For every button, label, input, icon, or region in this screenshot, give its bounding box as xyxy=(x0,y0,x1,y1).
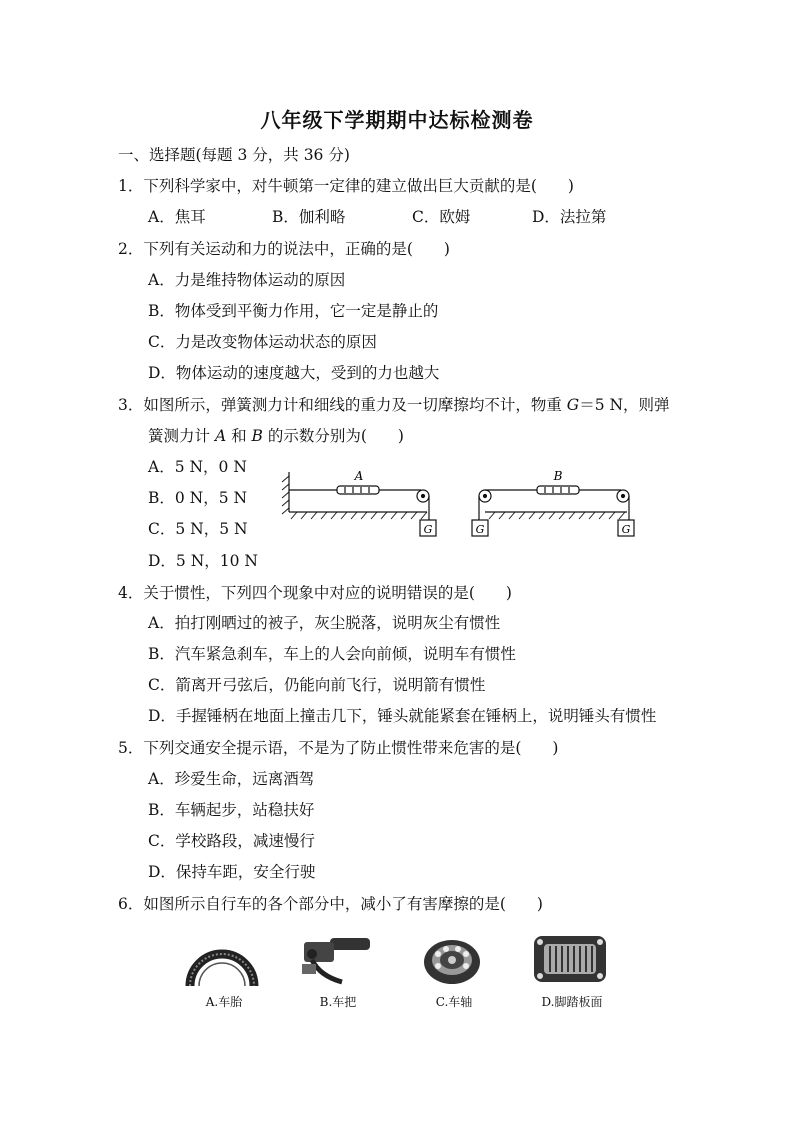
q1-option-d: D．法拉第 xyxy=(532,208,607,226)
q5-option-c: C．学校路段，减速慢行 xyxy=(148,832,315,850)
question-1-stem: 1．下列科学家中，对牛顿第一定律的建立做出巨大贡献的是( ) xyxy=(118,177,574,195)
axle-image xyxy=(414,930,490,990)
question-6-stem: 6．如图所示自行车的各个部分中，减小了有害摩擦的是( ) xyxy=(118,895,543,913)
caption-pedal: D.脚踏板面 xyxy=(541,995,603,1009)
tire-image xyxy=(184,930,260,990)
label-weight-g-2: G xyxy=(475,523,485,536)
q3-option-d: D．5 N，10 N xyxy=(148,552,258,570)
question-3-stem-line1: 3．如图所示，弹簧测力计和细线的重力及一切摩擦均不计，物重 G＝5 N，则弹 xyxy=(118,396,670,414)
q4-option-c: C．箭离开弓弦后，仍能向前飞行，说明箭有惯性 xyxy=(148,676,486,694)
var-g: G xyxy=(566,396,580,414)
q5-option-a: A．珍爱生命，远离酒驾 xyxy=(148,770,315,788)
pedal-image xyxy=(528,930,612,990)
question-4-stem: 4．关于惯性，下列四个现象中对应的说明错误的是( ) xyxy=(118,584,512,602)
section-heading: 一、选择题(每题 3 分，共 36 分) xyxy=(118,146,350,164)
label-scale-a: A xyxy=(354,469,364,483)
label-weight-g-3: G xyxy=(621,523,631,536)
q2-option-a: A．力是维持物体运动的原因 xyxy=(148,271,346,289)
q2-option-c: C．力是改变物体运动状态的原因 xyxy=(148,333,377,351)
q5-option-b: B．车辆起步，站稳扶好 xyxy=(148,801,315,819)
caption-handlebar: B.车把 xyxy=(319,995,357,1009)
var-a: A xyxy=(214,427,227,445)
caption-tire: A.车胎 xyxy=(205,995,243,1009)
q4-option-b: B．汽车紧急刹车，车上的人会向前倾，说明车有惯性 xyxy=(148,645,516,663)
q5-option-d: D．保持车距，安全行驶 xyxy=(148,863,316,881)
q4-option-d: D．手握锤柄在地面上撞击几下，锤头就能紧套在锤柄上，说明锤头有惯性 xyxy=(148,707,657,725)
setup-b xyxy=(472,486,634,536)
var-b: B xyxy=(251,427,263,445)
q3-option-c: C．5 N，5 N xyxy=(148,520,248,538)
q4-option-a: A．拍打刚晒过的被子，灰尘脱落，说明灰尘有惯性 xyxy=(148,614,501,632)
q2-option-d: D．物体运动的速度越大，受到的力也越大 xyxy=(148,364,440,382)
label-weight-g-1: G xyxy=(423,523,433,536)
question-5-stem: 5．下列交通安全提示语，不是为了防止惯性带来危害的是( ) xyxy=(118,739,559,757)
q1-option-c: C．欧姆 xyxy=(412,208,471,226)
q1-option-b: B．伽利略 xyxy=(272,208,346,226)
caption-axle: C.车轴 xyxy=(435,995,473,1009)
spring-scale-figure xyxy=(275,462,645,542)
handlebar-image xyxy=(298,930,374,990)
label-scale-b: B xyxy=(553,469,563,483)
q3-option-b: B．0 N，5 N xyxy=(148,489,248,507)
question-3-stem-line2: 簧测力计 A 和 B 的示数分别为( ) xyxy=(148,427,404,445)
question-2-stem: 2．下列有关运动和力的说法中，正确的是( ) xyxy=(118,240,450,258)
q2-option-b: B．物体受到平衡力作用，它一定是静止的 xyxy=(148,302,439,320)
q3-option-a: A．5 N，0 N xyxy=(148,458,247,476)
q1-option-a: A．焦耳 xyxy=(148,208,206,226)
exam-title: 八年级下学期期中达标检测卷 xyxy=(260,108,534,132)
